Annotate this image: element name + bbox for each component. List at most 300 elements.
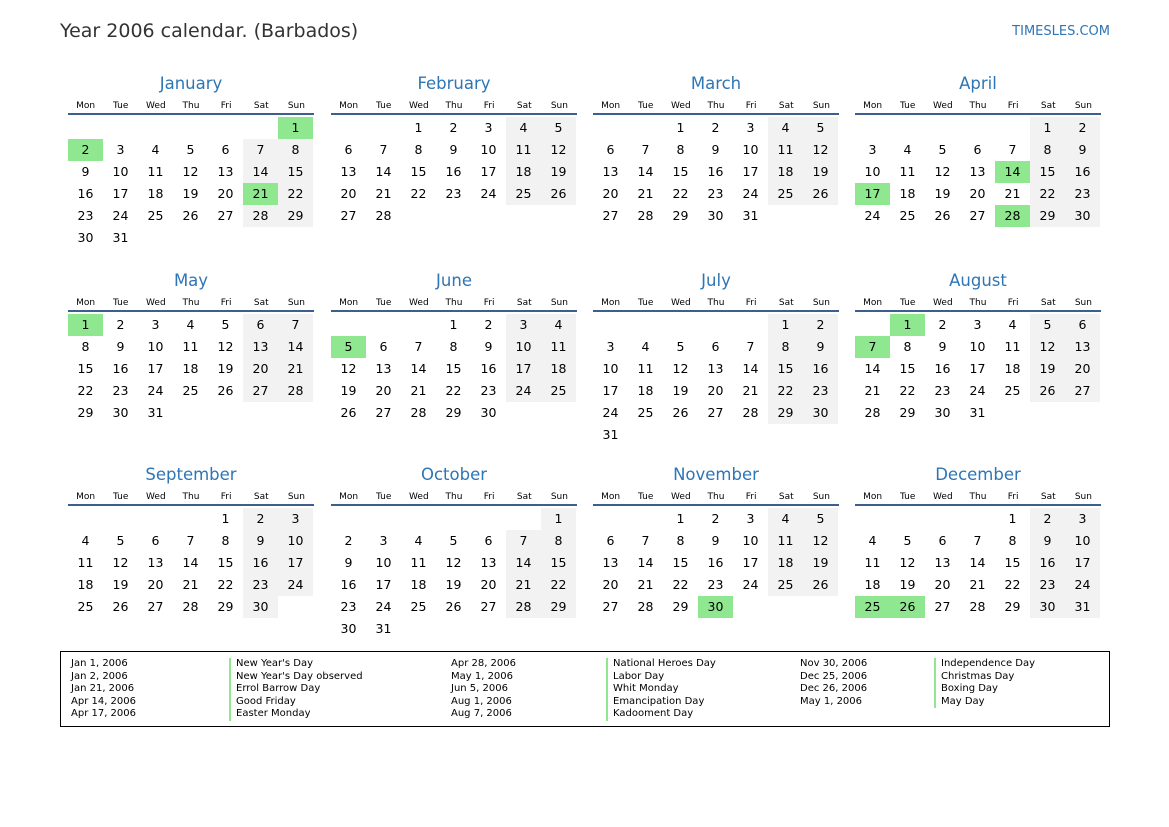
day-cell: 7: [414, 339, 423, 354]
day-cell: 28: [969, 599, 986, 614]
weekday-label: Sun: [550, 101, 568, 111]
day-cell: 22: [1030, 183, 1065, 205]
day-cell: 27: [243, 380, 278, 402]
day-cell: 25: [182, 383, 199, 398]
day-cell: 30: [934, 405, 951, 420]
weekday-label: Mon: [863, 492, 883, 502]
day-cell: 5: [803, 117, 838, 139]
weekday-label: Fri: [1007, 298, 1019, 308]
day-cell: 3: [116, 142, 125, 157]
weekday-label: Sun: [287, 101, 305, 111]
weekday-header: [68, 488, 314, 506]
weekday-label: Thu: [969, 101, 987, 111]
day-cell: 26: [1030, 380, 1065, 402]
holiday-day-cell: 26: [890, 596, 925, 618]
holiday-day-cell: 7: [855, 336, 890, 358]
day-cell: 15: [278, 161, 313, 183]
empty-cell: [243, 117, 278, 139]
day-cell: 3: [379, 533, 388, 548]
day-cell: 28: [375, 208, 392, 223]
day-cell: 24: [969, 383, 986, 398]
empty-cell: [960, 117, 995, 139]
empty-cell: [331, 117, 366, 139]
day-cell: 16: [707, 555, 724, 570]
weekday-header: [593, 294, 839, 312]
day-cell: 19: [541, 161, 576, 183]
day-cell: 14: [637, 164, 654, 179]
day-cell: 17: [112, 186, 129, 201]
day-cell: 7: [278, 314, 313, 336]
day-cell: 15: [672, 164, 689, 179]
weekday-label: Thu: [445, 298, 463, 308]
weekday-label: Tue: [638, 492, 654, 502]
day-cell: 18: [182, 361, 199, 376]
day-cell: 18: [637, 383, 654, 398]
day-cell: 25: [506, 183, 541, 205]
empty-cell: [103, 117, 138, 139]
weekday-label: Mon: [339, 492, 359, 502]
weekday-header: [68, 97, 314, 115]
day-cell: 19: [934, 186, 951, 201]
weekday-label: Tue: [900, 492, 916, 502]
day-cell: 10: [112, 164, 129, 179]
day-cell: 1: [221, 511, 230, 526]
holiday-day-cell: 5: [331, 336, 366, 358]
month-name: January: [159, 74, 223, 93]
day-cell: 3: [151, 317, 160, 332]
day-cell: 26: [803, 183, 838, 205]
day-cell: 18: [541, 358, 576, 380]
day-cell: 4: [506, 117, 541, 139]
day-cell: 15: [672, 555, 689, 570]
day-cell: 13: [340, 164, 357, 179]
day-cell: 12: [182, 164, 199, 179]
day-cell: 11: [768, 530, 803, 552]
month-november: [593, 464, 839, 618]
weekday-label: Fri: [220, 101, 232, 111]
weekday-label: Wed: [933, 101, 953, 111]
empty-cell: [733, 314, 768, 336]
holiday-date: Apr 17, 2006: [71, 708, 137, 720]
holiday-name: May Day: [941, 695, 985, 707]
day-cell: 29: [1004, 599, 1021, 614]
empty-cell: [331, 314, 366, 336]
weekday-label: Fri: [1007, 492, 1019, 502]
day-cell: 12: [217, 339, 234, 354]
page-title: Year 2006 calendar. (Barbados): [60, 20, 359, 42]
day-cell: 10: [1065, 530, 1100, 552]
weekday-label: Tue: [376, 101, 392, 111]
holiday-name: Errol Barrow Day: [236, 683, 321, 695]
day-cell: 20: [375, 383, 392, 398]
weekday-header: [68, 294, 314, 312]
empty-cell: [436, 508, 471, 530]
weekday-label: Fri: [745, 298, 757, 308]
day-cell: 6: [484, 533, 493, 548]
day-cell: 30: [243, 596, 278, 618]
day-cell: 10: [742, 533, 759, 548]
day-cell: 28: [182, 599, 199, 614]
month-name: March: [690, 74, 742, 93]
empty-cell: [593, 117, 628, 139]
weekday-label: Fri: [220, 298, 232, 308]
weekday-label: Mon: [76, 101, 96, 111]
day-cell: 9: [711, 533, 720, 548]
day-cell: 2: [449, 120, 458, 135]
day-cell: 2: [938, 317, 947, 332]
day-cell: 11: [410, 555, 427, 570]
weekday-header: [331, 97, 577, 115]
day-cell: 25: [1004, 383, 1021, 398]
holiday-name: National Heroes Day: [613, 658, 716, 669]
holiday-day-cell: 1: [890, 314, 925, 336]
day-cell: 31: [742, 208, 759, 223]
day-cell: 20: [602, 186, 619, 201]
day-cell: 29: [768, 402, 803, 424]
day-cell: 22: [410, 186, 427, 201]
day-cell: 23: [707, 577, 724, 592]
day-cell: 15: [217, 555, 234, 570]
day-cell: 5: [541, 117, 576, 139]
day-cell: 16: [480, 361, 497, 376]
day-cell: 23: [1065, 183, 1100, 205]
day-cell: 19: [899, 577, 916, 592]
day-cell: 26: [672, 405, 689, 420]
holiday-date: Aug 7, 2006: [451, 708, 512, 720]
day-cell: 9: [81, 164, 90, 179]
weekday-label: Tue: [376, 298, 392, 308]
day-cell: 11: [506, 139, 541, 161]
day-cell: 5: [186, 142, 195, 157]
month-october: [331, 464, 577, 640]
weekday-label: Sun: [812, 101, 830, 111]
empty-cell: [138, 117, 173, 139]
day-cell: 26: [182, 208, 199, 223]
day-cell: 19: [672, 383, 689, 398]
site-link[interactable]: TIMESLES.COM: [1012, 24, 1110, 39]
day-cell: 28: [637, 599, 654, 614]
day-cell: 8: [81, 339, 90, 354]
empty-cell: [401, 314, 436, 336]
day-cell: 25: [147, 208, 164, 223]
day-cell: 20: [602, 577, 619, 592]
weekday-label: Thu: [707, 492, 725, 502]
day-cell: 22: [445, 383, 462, 398]
day-cell: 21: [637, 186, 654, 201]
day-cell: 3: [278, 508, 313, 530]
day-cell: 4: [903, 142, 912, 157]
weekday-label: Mon: [339, 101, 359, 111]
day-cell: 28: [864, 405, 881, 420]
day-cell: 14: [243, 161, 278, 183]
empty-cell: [208, 117, 243, 139]
weekday-label: Sun: [287, 298, 305, 308]
day-cell: 25: [768, 574, 803, 596]
weekday-label: Thu: [182, 101, 200, 111]
weekday-label: Mon: [76, 492, 96, 502]
day-cell: 8: [414, 142, 423, 157]
day-cell: 14: [506, 552, 541, 574]
weekday-label: Tue: [900, 101, 916, 111]
legend-names: [606, 658, 716, 721]
day-cell: 23: [340, 599, 357, 614]
empty-cell: [331, 508, 366, 530]
day-cell: 29: [672, 599, 689, 614]
weekday-label: Fri: [483, 298, 495, 308]
days-grid: [855, 117, 1101, 227]
day-cell: 10: [864, 164, 881, 179]
day-cell: 11: [1004, 339, 1021, 354]
day-cell: 20: [147, 577, 164, 592]
day-cell: 23: [1030, 574, 1065, 596]
day-cell: 3: [484, 120, 493, 135]
weekday-header: [855, 97, 1101, 115]
day-cell: 9: [243, 530, 278, 552]
day-cell: 12: [340, 361, 357, 376]
day-cell: 22: [278, 183, 313, 205]
day-cell: 27: [707, 405, 724, 420]
day-cell: 24: [602, 405, 619, 420]
day-cell: 15: [410, 164, 427, 179]
weekday-label: Tue: [638, 101, 654, 111]
weekday-label: Sat: [778, 101, 794, 111]
day-cell: 5: [449, 533, 458, 548]
empty-cell: [103, 508, 138, 530]
holiday-name: Easter Monday: [236, 708, 311, 720]
day-cell: 27: [969, 208, 986, 223]
day-cell: 28: [506, 596, 541, 618]
weekday-label: Tue: [638, 298, 654, 308]
days-grid: [331, 117, 577, 227]
day-cell: 5: [803, 508, 838, 530]
day-cell: 28: [410, 405, 427, 420]
day-cell: 11: [637, 361, 654, 376]
holiday-name: Whit Monday: [613, 683, 679, 695]
day-cell: 19: [1030, 358, 1065, 380]
day-cell: 29: [217, 599, 234, 614]
holiday-date: May 1, 2006: [800, 695, 863, 707]
weekday-label: Tue: [900, 298, 916, 308]
weekday-label: Mon: [339, 298, 359, 308]
day-cell: 8: [903, 339, 912, 354]
day-cell: 31: [1065, 596, 1100, 618]
day-cell: 7: [746, 339, 755, 354]
day-cell: 3: [746, 120, 755, 135]
day-cell: 10: [742, 142, 759, 157]
day-cell: 8: [449, 339, 458, 354]
day-cell: 9: [803, 336, 838, 358]
day-cell: 11: [541, 336, 576, 358]
day-cell: 8: [1008, 533, 1017, 548]
empty-cell: [506, 508, 541, 530]
day-cell: 18: [768, 161, 803, 183]
day-cell: 4: [768, 508, 803, 530]
day-cell: 7: [379, 142, 388, 157]
day-cell: 2: [243, 508, 278, 530]
day-cell: 22: [899, 383, 916, 398]
day-cell: 15: [541, 552, 576, 574]
days-grid: [593, 508, 839, 618]
day-cell: 19: [445, 577, 462, 592]
day-cell: 17: [742, 164, 759, 179]
day-cell: 6: [606, 533, 615, 548]
weekday-label: Thu: [182, 492, 200, 502]
holiday-name: Independence Day: [941, 658, 1036, 669]
day-cell: 14: [278, 336, 313, 358]
legend-names: [934, 658, 1035, 708]
weekday-label: Thu: [445, 101, 463, 111]
weekday-label: Tue: [376, 492, 392, 502]
day-cell: 5: [676, 339, 685, 354]
day-cell: 12: [541, 139, 576, 161]
day-cell: 23: [803, 380, 838, 402]
day-cell: 20: [340, 186, 357, 201]
day-cell: 13: [1065, 336, 1100, 358]
day-cell: 30: [1065, 205, 1100, 227]
weekday-header: [331, 294, 577, 312]
day-cell: 4: [414, 533, 423, 548]
weekday-label: Sun: [550, 492, 568, 502]
day-cell: 14: [410, 361, 427, 376]
day-cell: 2: [711, 120, 720, 135]
day-cell: 20: [934, 577, 951, 592]
weekday-label: Sat: [516, 492, 532, 502]
day-cell: 27: [340, 208, 357, 223]
day-cell: 11: [864, 555, 881, 570]
holiday-day-cell: 1: [68, 314, 103, 336]
day-cell: 22: [541, 574, 576, 596]
day-cell: 27: [934, 599, 951, 614]
day-cell: 26: [541, 183, 576, 205]
weekday-label: Sun: [812, 298, 830, 308]
day-cell: 31: [602, 427, 619, 442]
weekday-label: Sat: [253, 298, 269, 308]
day-cell: 23: [112, 383, 129, 398]
weekday-label: Wed: [146, 101, 166, 111]
day-cell: 30: [480, 405, 497, 420]
day-cell: 4: [151, 142, 160, 157]
day-cell: 23: [480, 383, 497, 398]
day-cell: 26: [112, 599, 129, 614]
day-cell: 2: [1030, 508, 1065, 530]
day-cell: 16: [1065, 161, 1100, 183]
day-cell: 6: [151, 533, 160, 548]
empty-cell: [925, 508, 960, 530]
holiday-date: Apr 14, 2006: [71, 695, 137, 707]
day-cell: 20: [217, 186, 234, 201]
day-cell: 4: [868, 533, 877, 548]
day-cell: 24: [864, 208, 881, 223]
day-cell: 10: [147, 339, 164, 354]
day-cell: 15: [1004, 555, 1021, 570]
empty-cell: [68, 508, 103, 530]
day-cell: 29: [672, 208, 689, 223]
day-cell: 17: [1065, 552, 1100, 574]
empty-cell: [995, 117, 1030, 139]
empty-cell: [890, 508, 925, 530]
day-cell: 22: [768, 380, 803, 402]
day-cell: 23: [707, 186, 724, 201]
day-cell: 7: [641, 533, 650, 548]
day-cell: 9: [938, 339, 947, 354]
day-cell: 20: [707, 383, 724, 398]
day-cell: 27: [602, 208, 619, 223]
weekday-label: Thu: [182, 298, 200, 308]
weekday-label: Tue: [113, 101, 129, 111]
day-cell: 27: [480, 599, 497, 614]
day-cell: 21: [969, 577, 986, 592]
day-cell: 12: [445, 555, 462, 570]
weekday-label: Sun: [550, 298, 568, 308]
legend-names: [229, 658, 363, 721]
day-cell: 21: [410, 383, 427, 398]
day-cell: 16: [445, 164, 462, 179]
day-cell: 8: [1030, 139, 1065, 161]
day-cell: 3: [973, 317, 982, 332]
day-cell: 6: [973, 142, 982, 157]
day-cell: 27: [1065, 380, 1100, 402]
day-cell: 13: [243, 336, 278, 358]
day-cell: 3: [606, 339, 615, 354]
day-cell: 19: [803, 552, 838, 574]
day-cell: 15: [445, 361, 462, 376]
weekday-label: Mon: [601, 101, 621, 111]
day-cell: 9: [116, 339, 125, 354]
days-grid: [593, 314, 839, 446]
weekday-label: Wed: [671, 492, 691, 502]
weekday-label: Wed: [671, 298, 691, 308]
day-cell: 11: [899, 164, 916, 179]
day-cell: 1: [541, 508, 576, 530]
day-cell: 5: [938, 142, 947, 157]
weekday-label: Wed: [933, 298, 953, 308]
day-cell: 5: [116, 533, 125, 548]
empty-cell: [471, 508, 506, 530]
month-july: [593, 270, 839, 446]
day-cell: 20: [969, 186, 986, 201]
day-cell: 8: [676, 142, 685, 157]
day-cell: 18: [768, 552, 803, 574]
month-name: November: [673, 465, 759, 484]
month-name: October: [420, 465, 488, 484]
legend-dates: [71, 658, 136, 721]
days-grid: [855, 508, 1101, 618]
weekday-label: Wed: [409, 492, 429, 502]
day-cell: 3: [746, 511, 755, 526]
holiday-name: New Year's Day: [236, 658, 314, 669]
day-cell: 10: [480, 142, 497, 157]
empty-cell: [698, 314, 733, 336]
month-december: [855, 464, 1101, 618]
day-cell: 8: [676, 533, 685, 548]
day-cell: 6: [243, 314, 278, 336]
day-cell: 14: [182, 555, 199, 570]
day-cell: 9: [484, 339, 493, 354]
empty-cell: [401, 508, 436, 530]
day-cell: 12: [803, 530, 838, 552]
day-cell: 6: [221, 142, 230, 157]
day-cell: 14: [864, 361, 881, 376]
day-cell: 15: [77, 361, 94, 376]
weekday-label: Sun: [287, 492, 305, 502]
day-cell: 22: [217, 577, 234, 592]
day-cell: 13: [602, 164, 619, 179]
weekday-label: Sat: [516, 101, 532, 111]
day-cell: 23: [445, 186, 462, 201]
day-cell: 17: [480, 164, 497, 179]
day-cell: 19: [112, 577, 129, 592]
day-cell: 25: [410, 599, 427, 614]
